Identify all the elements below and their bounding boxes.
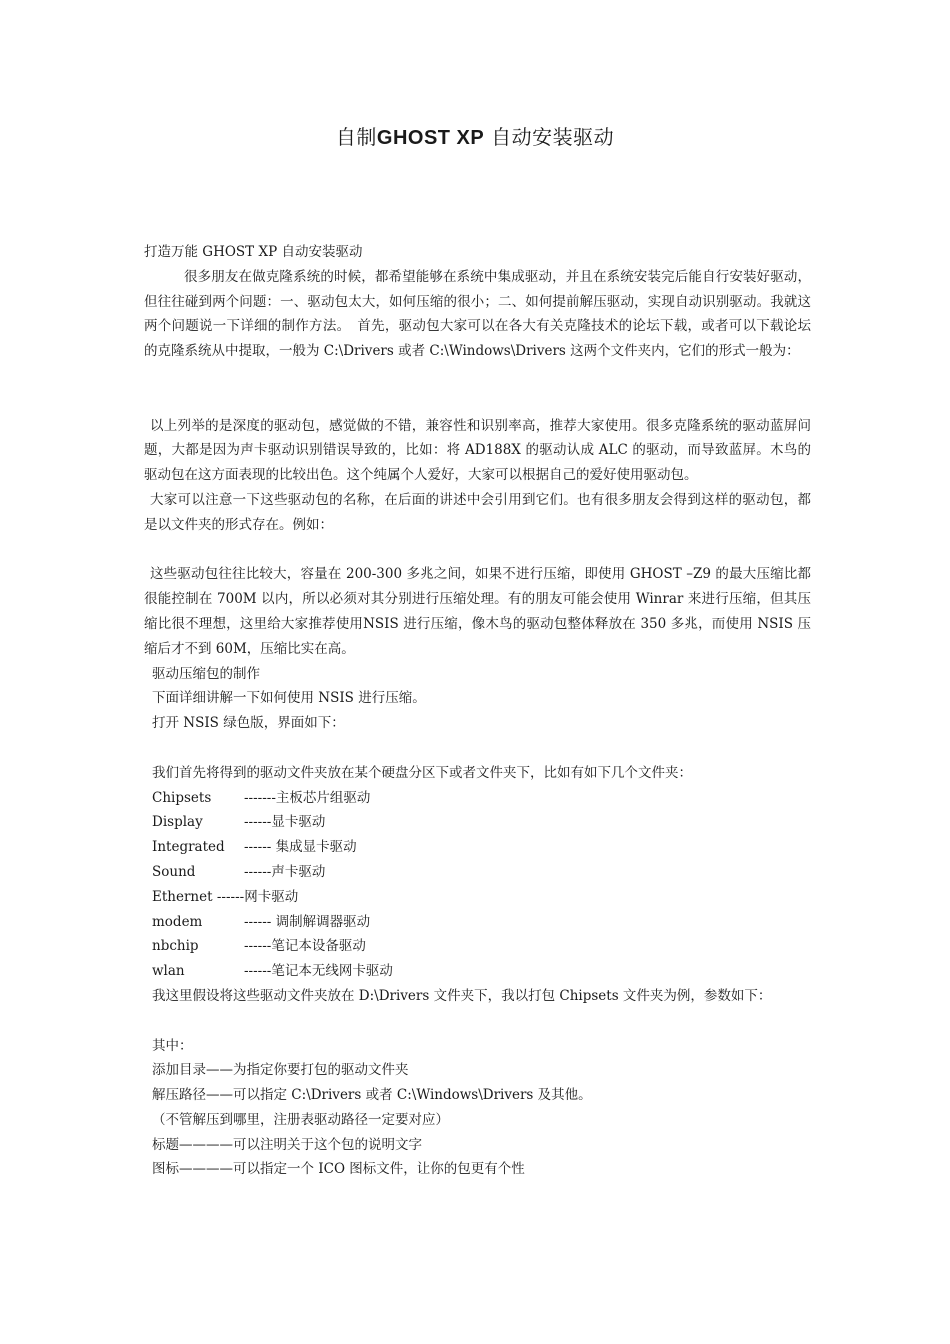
image-placeholder-3 (144, 736, 811, 761)
driver-name: Chipsets (152, 789, 212, 806)
title-bold: GHOST XP (376, 127, 485, 149)
driver-name: Ethernet (152, 888, 213, 905)
driver-list-item (144, 934, 811, 959)
driver-desc: ------笔记本无线网卡驱动 (244, 963, 393, 980)
paragraph-driver-pack: 以上列举的是深度的驱动包，感觉做的不错，兼容性和识别率高，推荐大家使用。很多克隆系统的驱动蓝屏问题，大都是因为声卡驱动识别错误导致的，比如：将 AD188X 的驱动认成 ALC 的驱动，而导致蓝屏。木鸟的驱动包在这方面表现的比较出色。这个纯属个人爱好，大家可以根据自己的爱好使用驱动包。 (144, 417, 811, 484)
driver-desc: ------ 集成显卡驱动 (244, 839, 357, 856)
driver-name: Sound (152, 863, 196, 880)
line-make: 驱动压缩包的制作 (152, 665, 260, 682)
driver-desc: ------声卡驱动 (244, 863, 326, 880)
driver-list-item (144, 835, 811, 860)
image-placeholder-4 (144, 1009, 811, 1034)
driver-list-item (144, 786, 811, 811)
driver-list-item (144, 885, 811, 910)
driver-desc: ------ 调制解调器驱动 (244, 913, 371, 930)
driver-list-item (144, 959, 811, 984)
page-title (0, 121, 950, 150)
driver-name: Display (152, 814, 203, 831)
title-suffix: 自动安装驱动 (491, 125, 615, 149)
paragraph-intro: 很多朋友在做克隆系统的时候，都希望能够在系统中集成驱动，并且在系统安装完后能自行安装好驱动，但往往碰到两个问题：一、驱动包太大，如何压缩的很小；二、如何提前解压驱动，实现自动识别驱动。我就这两个问题说一下详细的制作方法。 首先，驱动包大家可以在各大有关克隆技术的论坛下载，或者可以下载论坛的克隆系统从中提取，一般为 C:\Drivers 或者 C:\Windows\Drivers 这两个文件夹内，它们的形式一般为： (144, 268, 811, 360)
title-prefix: 自制 (335, 125, 377, 149)
paragraph-compression: 这些驱动包往往比较大，容量在 200-300 多兆之间，如果不进行压缩，即使用 GHOST –Z9 的最大压缩比都很能控制在 700M 以内，所以必须对其分别进行压缩处理。有的朋友可能会使用 Winrar 来进行压缩，但其压缩比很不理想，这里给大家推荐使用NSIS 进行压缩，像木鸟的驱动包整体释放在 350 多兆，而使用 NSIS 压缩后才不到 60M，压缩比实在高。 (144, 566, 811, 657)
line-icon: 图标————可以指定一个 ICO 图标文件，让你的包更有个性 (152, 1161, 525, 1178)
driver-list-item (144, 810, 811, 835)
driver-desc: ------显卡驱动 (244, 814, 326, 831)
document-body (144, 240, 811, 1182)
section-heading: 打造万能 GHOST XP 自动安装驱动 (144, 244, 363, 260)
image-placeholder-2 (144, 538, 811, 563)
line-among: 其中： (152, 1037, 193, 1054)
paragraph-names: 大家可以注意一下这些驱动包的名称，在后面的讲述中会引用到它们。也有很多朋友会得到这样的驱动包，都是以文件夹的形式存在。例如： (144, 491, 811, 533)
driver-name: nbchip (152, 938, 199, 955)
driver-desc: -------主板芯片组驱动 (244, 789, 371, 806)
driver-list-item (144, 860, 811, 885)
line-assume: 我这里假设将这些驱动文件夹放在 D:\Drivers 文件夹下，我以打包 Chipsets 文件夹为例，参数如下： (152, 987, 772, 1004)
line-folders: 我们首先将得到的驱动文件夹放在某个硬盘分区下或者文件夹下，比如有如下几个文件夹： (152, 764, 692, 781)
driver-desc: ------笔记本设备驱动 (244, 938, 366, 955)
image-placeholder-1 (144, 364, 811, 414)
line-note: （不管解压到哪里，注册表驱动路径一定要对应） (152, 1111, 449, 1128)
driver-name: wlan (152, 963, 185, 980)
driver-list-item (144, 910, 811, 935)
line-open: 打开 NSIS 绿色版，界面如下： (152, 715, 345, 732)
line-add-dir: 添加目录——为指定你要打包的驱动文件夹 (152, 1062, 409, 1079)
driver-name: modem (152, 913, 203, 930)
driver-desc: ------网卡驱动 (216, 888, 299, 905)
line-detail: 下面详细讲解一下如何使用 NSIS 进行压缩。 (152, 690, 426, 707)
line-caption: 标题————可以注明关于这个包的说明文字 (152, 1136, 422, 1153)
line-extract-path: 解压路径——可以指定 C:\Drivers 或者 C:\Windows\Drivers 及其他。 (152, 1087, 592, 1104)
driver-name: Integrated (152, 839, 225, 856)
